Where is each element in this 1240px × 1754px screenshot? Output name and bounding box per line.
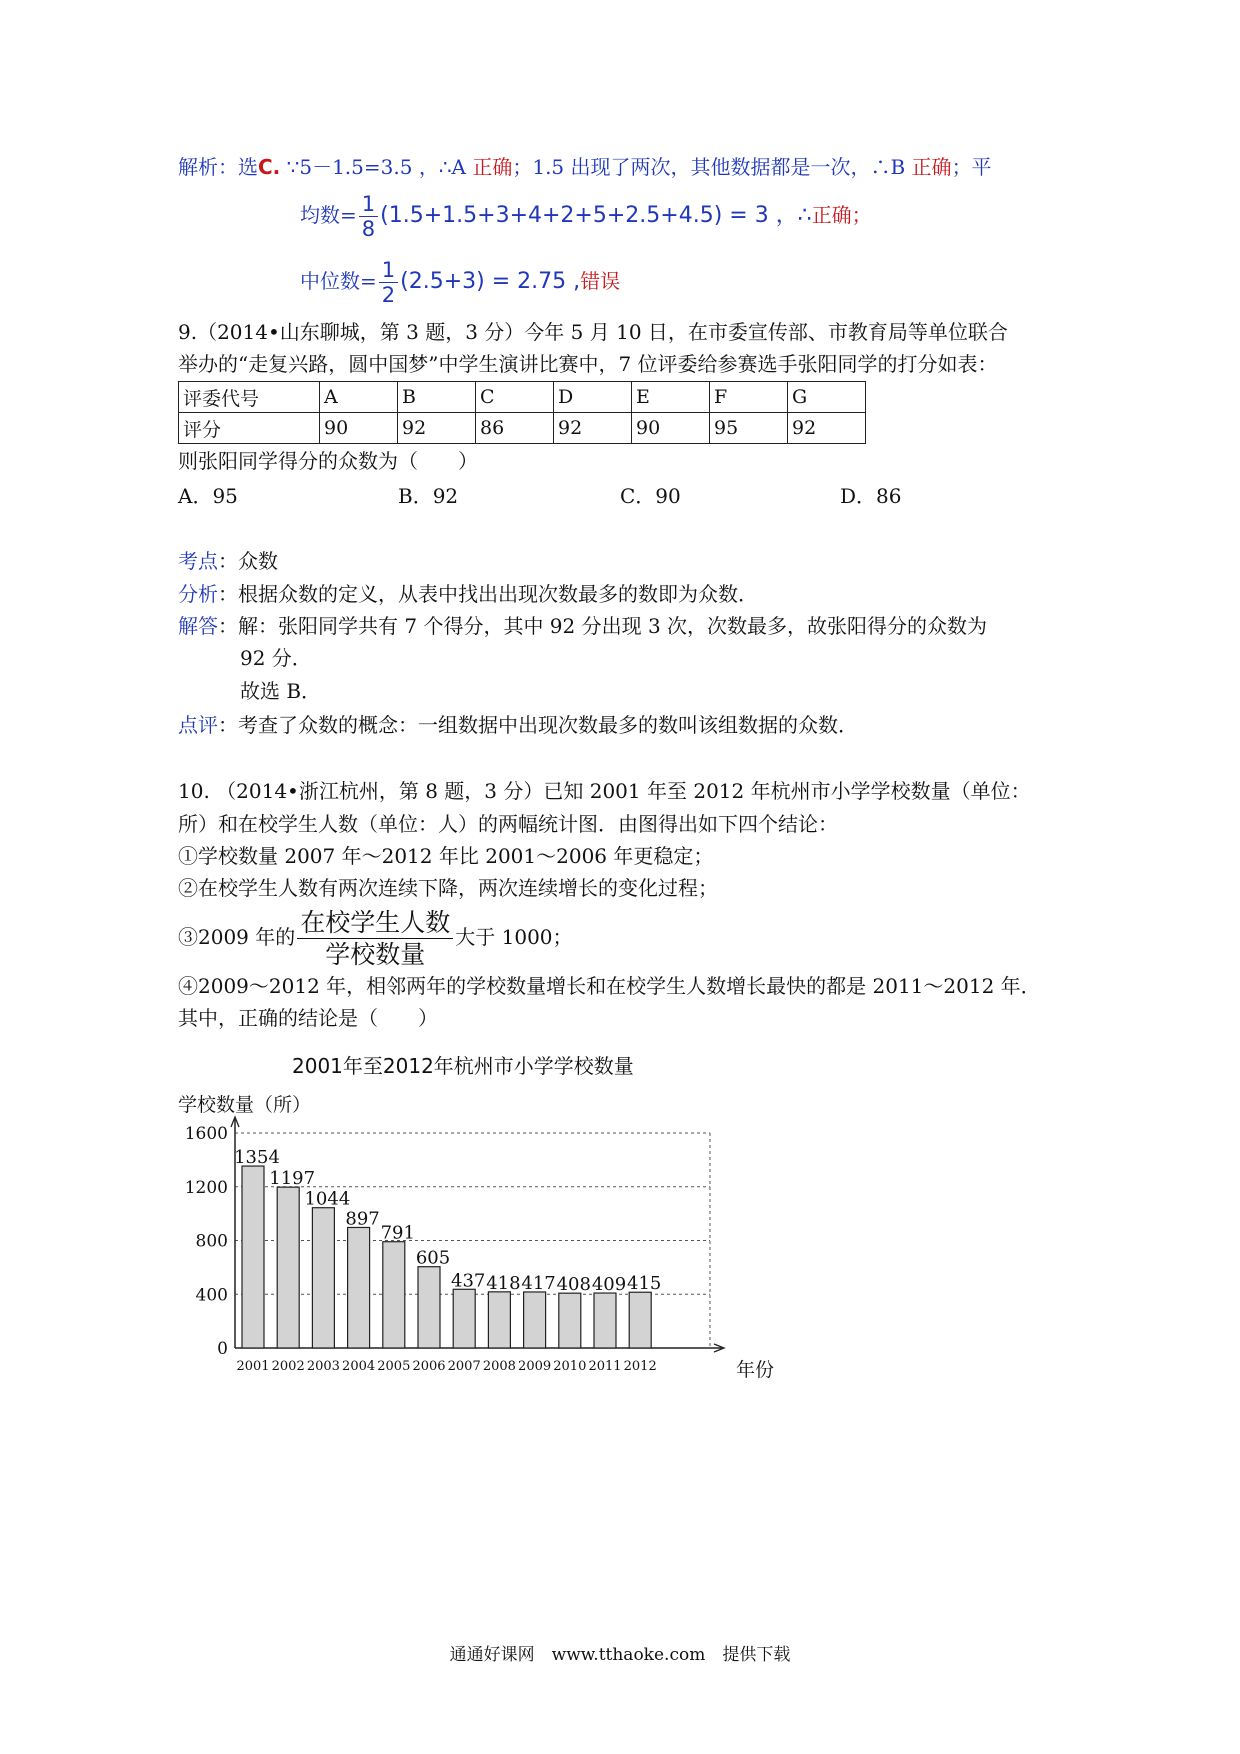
conclusion-3: ③2009 年的 $\frac{\text{在校学生人数}}{\text{学校数量}}$ 大于 1000； [178,908,573,969]
conclusion-1: ①学校数量 2007 年～2012 年比 2001～2006 年更稳定； [178,844,714,868]
bar-value-label: 417 [521,1272,556,1294]
q9-stem-line2: 举办的“走复兴路，圆中国梦”中学生演讲比赛中，7 位评委给参赛选手张阳同学的打分如表： [178,352,998,376]
q9-question: 则张阳同学得分的众数为（ ） [178,449,478,473]
median-fraction: $\frac{1}{2}$ [379,258,398,307]
footer: 通通好课网 www.tthaoke.com 提供下载 [449,1645,791,1665]
bar-value-label: 409 [591,1274,627,1296]
bar-value-label: 408 [556,1274,591,1296]
bar-value-label: 1044 [304,1188,351,1210]
x-tick-label: 2005 [377,1359,411,1374]
bar [348,1227,370,1348]
mean-formula: 均数= $\frac{1}{8}$ (1.5+1.5+3+4+2+5+2.5+4.5) = 3 ，∴正确； [300,192,872,241]
x-tick-label: 2012 [623,1359,657,1374]
y-axis-label: 学校数量（所） [178,1094,312,1116]
option-a: A．95 [178,484,238,508]
q10-stem-line1: 10. （2014•浙江杭州，第 8 题，3 分）已知 2001 年至 2012 年杭州市小学学校数量（单位： [178,779,1031,803]
median-formula: 中位数= $\frac{1}{2}$ (2.5+3) = 2.75 ,错误 [300,258,621,307]
solution-label: 解析 [178,155,218,179]
x-tick-label: 2010 [553,1359,587,1374]
ratio-fraction: $\frac{\text{在校学生人数}}{\text{学校数量}}$ [297,907,453,970]
x-tick-label: 2009 [518,1359,552,1374]
q9-stem-line1: 9.（2014•山东聊城，第 3 题，3 分）今年 5 月 10 日，在市委宣传部、市教育局等单位联合 [178,320,1008,344]
y-tick-label: 400 [195,1285,228,1306]
x-tick-label: 2004 [342,1359,376,1374]
option-d: D．86 [840,484,902,508]
x-tick-label: 2006 [412,1359,446,1374]
bar [242,1166,264,1348]
x-tick-label: 2011 [588,1359,622,1374]
chart-title: 2001年至2012年杭州市小学学校数量 [292,1054,634,1078]
conclusion-4: ④2009～2012 年，相邻两年的学校数量增长和在校学生人数增长最快的都是 2011～2012 年． [178,974,1041,998]
table-row: 评委代号 A B C D E F G [179,382,866,413]
bar-value-label: 791 [380,1222,415,1244]
option-c: C．90 [620,484,681,508]
y-tick-label: 0 [217,1339,228,1359]
jieda-line2: 92 分． [240,646,312,670]
jieda: 解答：解：张阳同学共有 7 个得分，其中 92 分出现 3 次，次数最多，故张阳得分的众数为 [178,614,988,638]
y-tick-label: 1200 [184,1177,228,1198]
bar-value-label: 605 [415,1247,451,1269]
bar-value-label: 897 [345,1208,380,1230]
x-tick-label: 2008 [482,1359,516,1374]
y-tick-label: 800 [195,1231,228,1252]
conclusion-2: ②在校学生人数有两次连续下降，两次连续增长的变化过程； [178,876,718,900]
bar [453,1289,475,1348]
table-row: 评分 90 92 86 92 90 95 92 [179,413,866,444]
q10-stem-line2: 所）和在校学生人数（单位：人）的两幅统计图．由图得出如下四个结论： [178,812,838,836]
x-tick-label: 2007 [447,1359,481,1374]
x-tick-label: 2002 [271,1359,305,1374]
x-tick-label: 2003 [306,1359,340,1374]
bar-value-label: 1197 [269,1168,316,1190]
dianping: 点评：考查了众数的概念：一组数据中出现次数最多的数叫该组数据的众数． [178,713,858,737]
bar-chart [170,1085,775,1385]
y-tick-label: 1600 [184,1124,228,1144]
bar [488,1292,510,1348]
bar [559,1293,581,1348]
option-b: B．92 [398,484,459,508]
bar [312,1208,334,1348]
q8-solution-line1: 解析：选C. ∵5－1.5=3.5 ，∴A 正确；1.5 出现了两次，其他数据都是一次，∴B 正确；平 [178,155,992,179]
bar-value-label: 437 [451,1270,486,1292]
bar [524,1292,546,1348]
mean-fraction: $\frac{1}{8}$ [359,192,378,241]
bar [383,1242,405,1348]
score-table [178,381,866,444]
x-axis-label: 年份 [736,1359,775,1381]
bar [629,1292,651,1348]
bar [418,1267,440,1348]
bar [277,1187,299,1348]
jieda-line3: 故选 B． [240,679,322,703]
bar-value-label: 418 [486,1272,521,1294]
x-tick-label: 2001 [236,1359,270,1374]
bar-value-label: 1354 [234,1147,280,1169]
bar [594,1293,616,1348]
kaodian: 考点：众数 [178,549,278,573]
bar-value-label: 415 [627,1273,662,1295]
fenxi: 分析：根据众数的定义，从表中找出出现次数最多的数即为众数． [178,582,758,606]
q10-question: 其中，正确的结论是（ ） [178,1006,438,1030]
